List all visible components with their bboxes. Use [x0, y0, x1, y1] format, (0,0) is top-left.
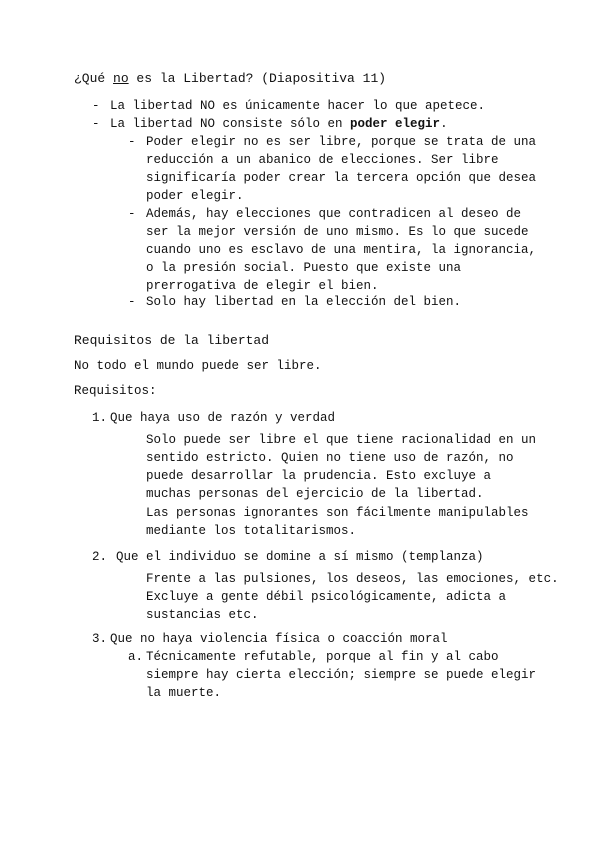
subbullet-line: cuando uno es esclavo de una mentira, la ignorancia, — [146, 243, 537, 257]
req1-title: Que haya uso de razón y verdad — [110, 411, 336, 425]
req2-title: Que el individuo se domine a sí mismo (templanza) — [116, 550, 484, 564]
req3-sub-line: Técnicamente refutable, porque al fin y al cabo — [146, 650, 499, 664]
req1-para-line: puede desarrollar la prudencia. Esto excluye a — [146, 469, 492, 483]
bullet-item: La libertad NO es únicamente hacer lo que apetece. — [110, 99, 486, 113]
bullet-dash: - — [92, 117, 100, 131]
bullet-text-before: La libertad NO consiste sólo en — [110, 117, 351, 131]
req1-para-line: sentido estricto. Quien no tiene uso de razón, no — [146, 451, 514, 465]
subbullet-dash: - — [128, 207, 136, 221]
subbullet-line: prerrogativa de elegir el bien. — [146, 279, 379, 293]
requisitos-label: Requisitos: — [74, 384, 157, 398]
subbullet-dash: - — [128, 295, 136, 309]
subbullet-line: poder elegir. — [146, 189, 244, 203]
title-underlined-word: no — [113, 71, 129, 86]
subbullet-line: reducción a un abanico de elecciones. Ser libre — [146, 153, 499, 167]
req2-para-line: Excluye a gente débil psicológicamente, adicta a — [146, 590, 507, 604]
subbullet-line: Además, hay elecciones que contradicen al deseo de — [146, 207, 522, 221]
subbullet-line: Solo hay libertad en la elección del bien. — [146, 295, 462, 309]
subbullet-line: significaría poder crear la tercera opción que desea — [146, 171, 537, 185]
title-suffix: es la Libertad? (Diapositiva 11) — [128, 71, 387, 86]
req3-sub-line: siempre hay cierta elección; siempre se puede elegir — [146, 668, 537, 682]
section2-title: Requisitos de la libertad — [74, 333, 270, 348]
req1-para-line: Las personas ignorantes son fácilmente manipulables — [146, 506, 529, 520]
req3-sub-letter: a. — [128, 650, 144, 664]
req1-number: 1. — [92, 411, 108, 425]
bullet-dash: - — [92, 99, 100, 113]
req1-para-line: Solo puede ser libre el que tiene racionalidad en un — [146, 433, 537, 447]
bullet-item — [110, 115, 448, 133]
section1-title — [74, 70, 386, 88]
req3-sub-line: la muerte. — [146, 686, 222, 700]
title-prefix: ¿Qué — [74, 71, 114, 86]
req1-para-line: mediante los totalitarismos. — [146, 524, 357, 538]
section2-intro: No todo el mundo puede ser libre. — [74, 359, 322, 373]
req2-number: 2. — [92, 550, 108, 564]
req1-para-line: muchas personas del ejercicio de la libertad. — [146, 487, 484, 501]
bullet-text-bold: poder elegir — [350, 117, 441, 131]
req2-para-line: sustancias etc. — [146, 608, 259, 622]
subbullet-line: Poder elegir no es ser libre, porque se trata de una — [146, 135, 537, 149]
subbullet-line: o la presión social. Puesto que existe una — [146, 261, 462, 275]
req3-title: Que no haya violencia física o coacción moral — [110, 632, 448, 646]
req3-number: 3. — [92, 632, 108, 646]
bullet-text-after: . — [440, 117, 448, 131]
subbullet-line: ser la mejor versión de uno mismo. Es lo que sucede — [146, 225, 529, 239]
req2-para-line: Frente a las pulsiones, los deseos, las emociones, etc. — [146, 572, 559, 586]
subbullet-dash: - — [128, 135, 136, 149]
